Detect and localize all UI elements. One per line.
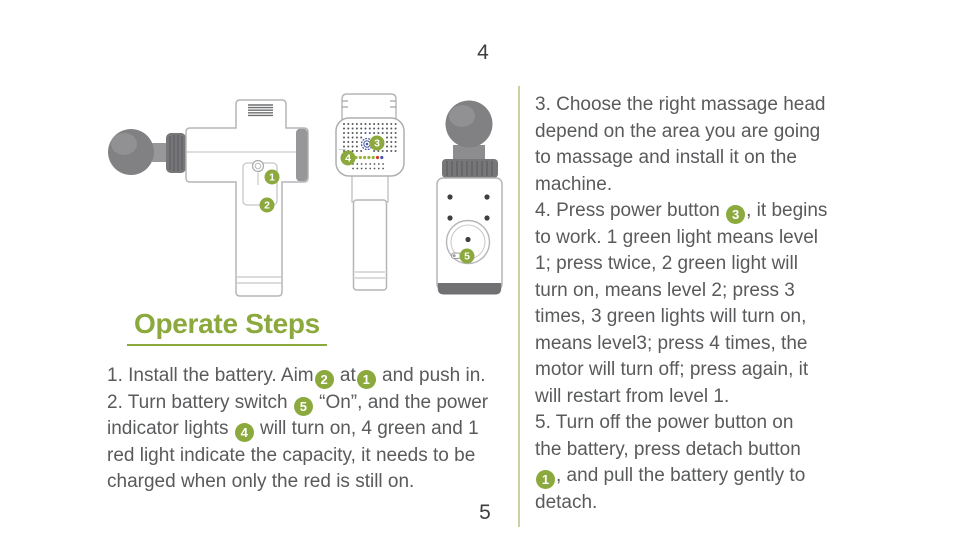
speaker-hole <box>395 146 397 148</box>
page-number-top: 4 <box>477 41 489 64</box>
speaker-hole <box>378 163 380 165</box>
speaker-hole <box>377 123 379 125</box>
speaker-hole <box>395 150 397 152</box>
speaker-hole <box>347 132 349 134</box>
marker-3 <box>370 136 385 151</box>
operate-steps-heading: Operate Steps <box>127 308 327 346</box>
speaker-hole <box>347 146 349 148</box>
speaker-hole <box>382 150 384 152</box>
speaker-hole <box>377 128 379 130</box>
speaker-hole <box>365 132 367 134</box>
speaker-hole <box>373 150 375 152</box>
circled-number-1-icon: 1 <box>357 370 376 389</box>
speaker-hole <box>374 163 376 165</box>
speaker-hole <box>365 128 367 130</box>
ribbed-collar <box>166 133 186 173</box>
speaker-hole <box>386 146 388 148</box>
speaker-hole <box>369 123 371 125</box>
column-divider <box>518 86 520 527</box>
text-line: indicator lights 4 will turn on, 4 green and 1 <box>107 418 479 440</box>
text-line: to work. 1 green light means level <box>535 226 819 248</box>
marker-4 <box>341 151 356 166</box>
marker-5 <box>460 249 475 264</box>
speaker-hole <box>360 150 362 152</box>
speaker-hole <box>374 168 376 170</box>
speaker-hole <box>390 137 392 139</box>
speaker-hole <box>352 132 354 134</box>
text-line: 4. Press power button 3 , it begins <box>535 200 828 222</box>
speaker-hole <box>365 168 367 170</box>
speaker-hole <box>377 132 379 134</box>
speaker-hole <box>390 150 392 152</box>
speaker-hole <box>372 156 375 159</box>
speaker-hole <box>363 156 366 159</box>
speaker-hole <box>382 132 384 134</box>
speaker-hole <box>356 146 358 148</box>
ribbed-collar <box>442 159 498 178</box>
speaker-hole <box>356 128 358 130</box>
device-back-view <box>336 94 404 290</box>
svg-text:2: 2 <box>264 199 270 212</box>
speaker-hole <box>352 137 354 139</box>
text-line: charged when only the red is still on. <box>107 471 415 492</box>
battery-switch-icon <box>452 253 461 259</box>
speaker-hole <box>343 146 345 148</box>
text-line: will restart from level 1. <box>535 385 730 407</box>
speaker-hole <box>382 168 384 170</box>
marker-2 <box>260 198 275 213</box>
speaker-hole <box>356 163 358 165</box>
speaker-hole <box>352 146 354 148</box>
circled-number-1-icon: 1 <box>536 470 555 489</box>
text-line: machine. <box>535 173 613 195</box>
text-line: times, 3 green lights will turn on, <box>535 306 807 327</box>
text-line: to massage and install it on the <box>535 147 797 168</box>
circled-number-5-icon: 5 <box>294 397 313 416</box>
text-line: means level3; press 4 times, the <box>535 332 808 354</box>
device-side-view <box>108 100 308 296</box>
speaker-hole <box>356 141 358 143</box>
text-line: 2. Turn battery switch 5 “On”, and the power <box>107 391 489 414</box>
speaker-hole <box>380 156 383 159</box>
speaker-hole <box>390 141 392 143</box>
speaker-hole <box>365 163 367 165</box>
speaker-hole <box>390 128 392 130</box>
svg-text:4: 4 <box>345 152 351 165</box>
page-number-bottom: 5 <box>479 501 491 524</box>
speaker-hole <box>369 132 371 134</box>
led-panel <box>336 118 404 176</box>
svg-text:3: 3 <box>374 137 380 150</box>
speaker-hole <box>395 128 397 130</box>
text-line: red light indicate the capacity, it needs to be <box>107 444 476 466</box>
circled-number-2-icon: 2 <box>315 370 334 389</box>
speaker-hole <box>360 137 362 139</box>
speaker-hole <box>360 123 362 125</box>
text-line: 1 , and pull the battery gently to <box>535 463 887 490</box>
speaker-hole <box>356 150 358 152</box>
speaker-hole <box>369 163 371 165</box>
speaker-hole <box>361 163 363 165</box>
speaker-hole <box>356 168 358 170</box>
device-body-outline <box>186 100 308 296</box>
speaker-hole <box>365 123 367 125</box>
speaker-hole <box>382 128 384 130</box>
speaker-hole <box>347 128 349 130</box>
text-line: 3. Choose the right massage head <box>535 94 826 115</box>
speaker-hole <box>347 141 349 143</box>
speaker-hole <box>386 137 388 139</box>
right-instructions <box>535 92 887 516</box>
speaker-hole <box>386 132 388 134</box>
speaker-hole <box>395 123 397 125</box>
speaker-hole <box>386 123 388 125</box>
speaker-hole <box>343 137 345 139</box>
left-instructions <box>107 363 519 496</box>
text-line: 5. Turn off the power button on <box>535 412 794 433</box>
speaker-hole <box>359 156 362 159</box>
text-line: 1. Install the battery. Aim 2 at 1 and push in. <box>107 365 486 387</box>
speaker-hole <box>373 128 375 130</box>
speaker-hole <box>352 141 354 143</box>
speaker-hole <box>376 156 379 159</box>
text-line: motor will turn off; press again, it <box>535 359 809 380</box>
speaker-hole <box>382 123 384 125</box>
rear-cap <box>296 129 308 182</box>
speaker-hole <box>343 132 345 134</box>
speaker-hole <box>361 168 363 170</box>
speaker-hole <box>369 128 371 130</box>
circled-number-3-icon: 3 <box>726 205 745 224</box>
text-line: detach. <box>535 491 598 513</box>
speaker-hole <box>347 137 349 139</box>
speaker-hole <box>390 123 392 125</box>
speaker-hole <box>347 123 349 125</box>
speaker-hole <box>395 132 397 134</box>
speaker-hole <box>373 132 375 134</box>
speaker-hole <box>378 168 380 170</box>
speaker-hole <box>352 123 354 125</box>
speaker-hole <box>369 168 371 170</box>
speaker-hole <box>373 123 375 125</box>
speaker-hole <box>356 123 358 125</box>
speaker-hole <box>386 128 388 130</box>
bottom-base <box>438 283 501 295</box>
speaker-hole <box>390 132 392 134</box>
speaker-hole <box>360 132 362 134</box>
speaker-hole <box>382 163 384 165</box>
text-line: the battery, press detach button <box>535 438 801 460</box>
text-line: 1; press twice, 2 green light will <box>535 253 798 274</box>
speaker-hole <box>360 128 362 130</box>
detach-button <box>253 161 264 172</box>
speaker-hole <box>390 146 392 148</box>
marker-1 <box>265 170 280 185</box>
svg-text:1: 1 <box>269 171 275 184</box>
circled-number-4-icon: 4 <box>235 423 254 442</box>
svg-text:5: 5 <box>464 250 470 263</box>
speaker-hole <box>343 128 345 130</box>
speaker-hole <box>343 123 345 125</box>
speaker-hole <box>352 168 354 170</box>
text-line: depend on the area you are going <box>535 120 821 142</box>
speaker-hole <box>386 150 388 152</box>
speaker-hole <box>352 128 354 130</box>
text-line: turn on, means level 2; press 3 <box>535 279 795 301</box>
speaker-hole <box>395 137 397 139</box>
device-front-view <box>437 101 502 295</box>
speaker-hole <box>386 141 388 143</box>
speaker-hole <box>356 137 358 139</box>
speaker-hole <box>395 141 397 143</box>
back-handle <box>354 200 387 290</box>
speaker-hole <box>343 141 345 143</box>
speaker-hole <box>367 156 370 159</box>
massage-gun-diagram <box>90 88 515 310</box>
speaker-hole <box>356 132 358 134</box>
